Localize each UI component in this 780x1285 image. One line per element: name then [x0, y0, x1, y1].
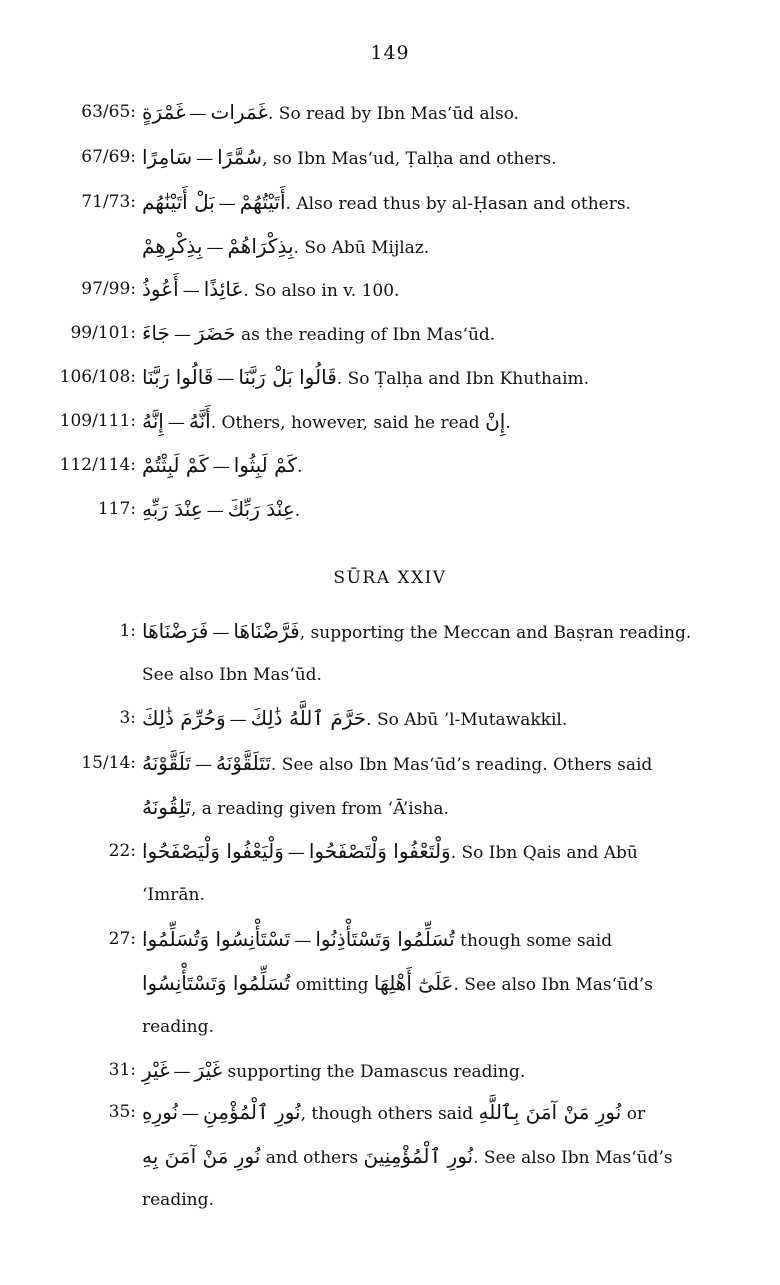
commentary-text: omitting — [290, 975, 374, 995]
arabic-reading-variant: حَرَّمَ ٱللَّهُ ذَٰلِكَ — [250, 706, 367, 730]
entry-line — [142, 234, 760, 260]
verse-reference: 35: — [108, 1102, 136, 1122]
entry-line — [142, 100, 760, 126]
arabic-reading-standard: نُورِهِ — [142, 1100, 179, 1124]
dash-separator: — — [206, 501, 224, 521]
dash-separator: — — [173, 325, 191, 345]
arabic-reading-variant: بِذِكْرَاهُمْ — [227, 234, 294, 258]
verse-reference: 67/69: — [81, 147, 136, 167]
arabic-reading-extra: إِنْ — [485, 409, 506, 433]
entry-continuation — [142, 971, 653, 997]
arabic-reading-extra: نُورِ مَنْ آمَنَ بِٱللَّهِ — [478, 1100, 622, 1124]
entry-line — [142, 365, 760, 391]
arabic-reading-variant: كَمْ لَبِثُوا — [233, 453, 297, 477]
dash-separator: — — [212, 623, 230, 643]
entry-line — [142, 706, 760, 732]
dash-separator: — — [173, 1062, 191, 1082]
verse-reference: 22: — [108, 841, 136, 861]
arabic-reading-variant: عِنْدَ رَبِّكَ — [227, 497, 295, 521]
entry-line — [142, 927, 760, 953]
arabic-reading-variant: تُسَلِّمُوا وَتَسْتَأْذِنُوا — [315, 927, 455, 951]
arabic-reading-cont: تُسَلِّمُوا وَتَسْتَأْنِسُوا — [142, 971, 291, 995]
entry-continuation — [142, 795, 449, 821]
commentary-text: , a reading given from ‘Ā’isha. — [190, 799, 449, 819]
commentary-text: . So Ṭalḥa and Ibn Khuthaim. — [336, 369, 590, 389]
entry-line — [142, 409, 760, 435]
arabic-reading-cont: نُورِ مَنْ آمَنَ بِهِ — [142, 1144, 261, 1168]
entry-line — [142, 145, 760, 171]
dash-separator: — — [167, 413, 185, 433]
verse-reference: 1: — [119, 621, 136, 641]
commentary-text: . — [294, 501, 301, 521]
verse-reference: 97/99: — [81, 279, 136, 299]
arabic-reading-cont: نُورِ ٱلْمُؤْمِنِينَ — [363, 1144, 474, 1168]
arabic-reading-variant: غَيْرَ — [194, 1058, 223, 1082]
entry-continuation — [142, 883, 205, 907]
commentary-text: as the reading of Ibn Mas‘ūd. — [235, 325, 496, 345]
arabic-reading-standard: غَمْرَةٍ — [142, 100, 186, 124]
commentary-text: . So read by Ibn Mas‘ūd also. — [268, 104, 520, 124]
arabic-reading-standard: بِذِكْرِهِمْ — [142, 234, 203, 258]
arabic-reading-standard: سَامِرًا — [142, 145, 193, 169]
commentary-text: and others — [260, 1148, 364, 1168]
commentary-text: or — [621, 1104, 646, 1124]
commentary-text: . So Abū Mijlaz. — [293, 238, 430, 258]
entry-line — [142, 321, 760, 347]
entry-continuation — [142, 663, 322, 687]
arabic-reading-standard: قَالُوا رَبَّنَا — [142, 365, 214, 389]
arabic-reading-standard: وَلْيَعْفُوا وَلْيَصْفَحُوا — [142, 839, 284, 863]
arabic-reading-variant: غَمَرات — [210, 100, 268, 124]
dash-separator: — — [287, 843, 305, 863]
arabic-reading-standard: فَرَضْنَاهَا — [142, 619, 209, 643]
commentary-text: supporting the Damascus reading. — [222, 1062, 526, 1082]
dash-separator: — — [217, 369, 235, 389]
commentary-text: . Also read thus by al-Ḥasan and others. — [285, 194, 631, 214]
arabic-reading-standard: إِنَّهُ — [142, 409, 164, 433]
verse-reference: 15/14: — [81, 753, 136, 773]
arabic-reading-variant: فَرَّضْنَاهَا — [233, 619, 300, 643]
arabic-reading-standard: أَعُوذُ — [142, 277, 179, 301]
arabic-reading-variant: عَائِذًا — [203, 277, 244, 301]
commentary-text: . So Ibn Qais and Abū — [450, 843, 638, 863]
entry-line — [142, 497, 760, 523]
verse-reference: 117: — [97, 499, 136, 519]
entry-continuation — [142, 1144, 673, 1170]
entry-line — [142, 190, 760, 216]
commentary-text: . See also Ibn Mas‘ūd’s — [453, 975, 653, 995]
commentary-text: , so Ibn Mas‘ud, Ṭalḥa and others. — [262, 149, 557, 169]
dash-separator: — — [212, 457, 230, 477]
arabic-reading-standard: عِنْدَ رَبِّهِ — [142, 497, 203, 521]
arabic-reading-standard: تَلَقَّوْنَهُ — [142, 751, 191, 775]
commentary-text: though some said — [454, 931, 613, 951]
entry-line — [142, 751, 760, 777]
commentary-text: See also Ibn Mas‘ūd. — [142, 665, 322, 685]
entry-line — [142, 1100, 760, 1126]
arabic-reading-variant: نُورِ ٱلْمُؤْمِنِ — [203, 1100, 301, 1124]
arabic-reading-standard: وَحُرِّمَ ذَٰلِكَ — [142, 706, 226, 730]
entry-line — [142, 839, 760, 865]
commentary-text: reading. — [142, 1017, 214, 1037]
verse-reference: 109/111: — [59, 411, 136, 431]
page-number: 149 — [370, 42, 410, 64]
arabic-reading-variant: أَتَيْتُهُمْ — [239, 190, 286, 214]
verse-reference: 27: — [108, 929, 136, 949]
commentary-text: , though others said — [300, 1104, 479, 1124]
sura-heading: SŪRA XXIV — [333, 568, 447, 588]
arabic-reading-standard: جَاءَ — [142, 321, 170, 345]
commentary-text: , supporting the Meccan and Baṣran reading. — [299, 623, 692, 643]
verse-reference: 31: — [108, 1060, 136, 1080]
entry-line — [142, 619, 760, 645]
commentary-text: . So also in v. 100. — [243, 281, 400, 301]
commentary-text: . So Abū ’l-Mutawakkil. — [366, 710, 568, 730]
dash-separator: — — [229, 710, 247, 730]
dash-separator: — — [196, 149, 214, 169]
arabic-reading-variant: أَنَّهُ — [188, 409, 211, 433]
commentary-text: . — [296, 457, 303, 477]
commentary-text: . Others, however, said he read — [210, 413, 486, 433]
arabic-reading-cont: تَلِقُونَهُ — [142, 795, 191, 819]
dash-separator: — — [189, 104, 207, 124]
commentary-text: . See also Ibn Mas‘ūd’s reading. Others said — [270, 755, 653, 775]
dash-separator: — — [206, 238, 224, 258]
arabic-reading-variant: قَالُوا بَلْ رَبَّنَا — [238, 365, 337, 389]
entry-continuation — [142, 1015, 214, 1039]
verse-reference: 63/65: — [81, 102, 136, 122]
dash-separator: — — [182, 281, 200, 301]
commentary-text: . See also Ibn Mas‘ūd’s — [473, 1148, 673, 1168]
arabic-reading-standard: غَيْرِ — [142, 1058, 170, 1082]
dash-separator: — — [182, 1104, 200, 1124]
commentary-text: reading. — [142, 1190, 214, 1210]
commentary-text: ‘Imrān. — [142, 885, 205, 905]
verse-reference: 71/73: — [81, 192, 136, 212]
dash-separator: — — [218, 194, 236, 214]
dash-separator: — — [194, 755, 212, 775]
arabic-reading-standard: كَمْ لَبِثْتُمْ — [142, 453, 209, 477]
arabic-reading-variant: تَتَلَقَّوْنَهُ — [215, 751, 271, 775]
dash-separator: — — [294, 931, 312, 951]
arabic-reading-cont: عَلَىٰٓ أَهْلِهَا — [373, 971, 454, 995]
arabic-reading-standard: بَلْ أَتَيْنَٰهُم — [142, 190, 215, 214]
arabic-reading-standard: تَسْتَأْنِسُوا وَتُسَلِّمُوا — [142, 927, 291, 951]
verse-reference: 99/101: — [70, 323, 136, 343]
commentary-text: . — [505, 413, 511, 433]
entry-line — [142, 277, 760, 303]
entry-continuation — [142, 1188, 214, 1212]
verse-reference: 106/108: — [59, 367, 136, 387]
arabic-reading-variant: حَضَرَ — [194, 321, 236, 345]
verse-reference: 112/114: — [59, 455, 136, 475]
arabic-reading-variant: وَلْتَعْفُوا وَلْتَصْفَحُوا — [308, 839, 451, 863]
arabic-reading-variant: سُمَّرًا — [217, 145, 263, 169]
entry-line — [142, 453, 760, 479]
verse-reference: 3: — [119, 708, 136, 728]
entry-line — [142, 1058, 760, 1084]
